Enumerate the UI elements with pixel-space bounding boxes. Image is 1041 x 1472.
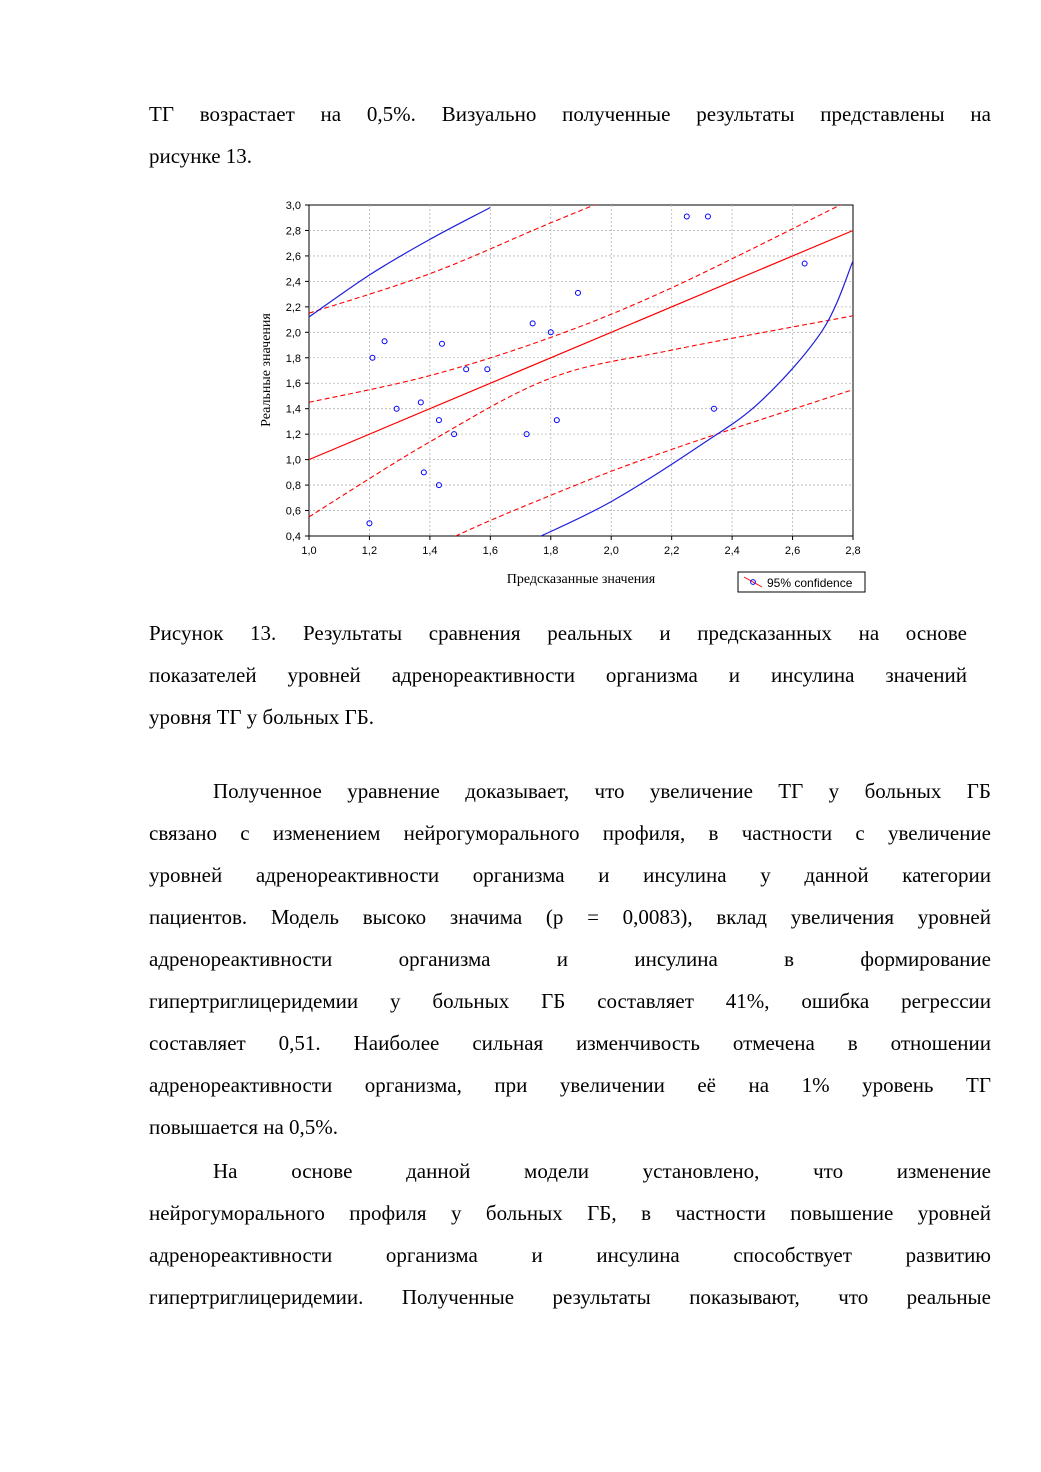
y-tick-label: 2,4 xyxy=(285,276,301,289)
y-tick-label: 3,0 xyxy=(285,200,301,212)
paragraph-line: ТГ возрастает на 0,5%. Визуально полученные результаты представлены на xyxy=(149,102,991,126)
y-tick-label: 2,8 xyxy=(285,225,301,238)
x-tick-label: 2,0 xyxy=(603,545,619,557)
x-tick-label: 1,0 xyxy=(301,545,317,557)
paragraph-line: гипертриглицеридемии у больных ГБ составляет 41%, ошибка регрессии xyxy=(149,989,991,1013)
figure-caption-line: показателей уровней адренореактивности организма и инсулина значений xyxy=(149,663,967,687)
x-axis xyxy=(301,536,860,557)
y-axis xyxy=(286,200,309,543)
y-tick-label: 1,2 xyxy=(285,429,301,442)
paragraph-line: повышается на 0,5%. xyxy=(149,1115,339,1139)
y-tick-label: 2,0 xyxy=(285,327,301,340)
x-tick-label: 2,6 xyxy=(784,545,801,557)
plot-area xyxy=(309,205,853,536)
x-tick-label: 2,2 xyxy=(664,545,680,557)
paragraph-line: уровней адренореактивности организма и инсулина у данной категории xyxy=(149,863,991,887)
y-tick-label: 1,4 xyxy=(285,403,301,416)
x-axis-label: Предсказанные значения xyxy=(506,572,656,587)
paragraph-line: гипертриглицеридемии. Полученные результаты показывают, что реальные xyxy=(149,1285,991,1309)
paragraph-line: связано с изменением нейрогуморального профиля, в частности с увеличение xyxy=(149,821,991,845)
paragraph-line: адренореактивности организма, при увеличении её на 1% уровень ТГ xyxy=(149,1073,991,1097)
y-tick-label: 2,2 xyxy=(285,301,301,314)
figure-caption-line: уровня ТГ у больных ГБ. xyxy=(149,705,375,729)
paragraph-line: рисунке 13. xyxy=(149,144,253,168)
paragraph-line: пациентов. Модель высоко значима (p = 0,0083), вклад увеличения уровней xyxy=(149,905,991,929)
y-axis-label: Реальные значения xyxy=(259,313,274,427)
x-tick-label: 1,2 xyxy=(361,545,378,557)
paragraph-line: адренореактивности организма и инсулина в формирование xyxy=(149,947,991,971)
y-tick-label: 2,6 xyxy=(285,250,301,263)
x-tick-label: 2,8 xyxy=(845,545,861,557)
y-tick-label: 1,8 xyxy=(285,352,301,365)
figure-caption-line: Рисунок 13. Результаты сравнения реальных и предсказанных на основе xyxy=(149,621,967,645)
y-tick-label: 0,8 xyxy=(285,480,301,493)
paragraph-line: составляет 0,51. Наиболее сильная изменчивость отмечена в отношении xyxy=(149,1031,991,1055)
x-tick-label: 1,4 xyxy=(422,545,438,557)
y-tick-label: 1,6 xyxy=(285,378,301,391)
x-tick-label: 1,8 xyxy=(543,545,559,557)
scatter-chart xyxy=(250,192,870,600)
x-tick-label: 2,4 xyxy=(724,545,740,557)
y-tick-label: 0,6 xyxy=(285,505,301,518)
paragraph-line: Полученное уравнение доказывает, что увеличение ТГ у больных ГБ xyxy=(213,779,991,803)
y-tick-label: 0,4 xyxy=(285,531,301,543)
y-tick-label: 1,0 xyxy=(285,454,301,467)
x-tick-label: 1,6 xyxy=(482,545,498,557)
paragraph-line: нейрогуморального профиля у больных ГБ, в частности повышение уровней xyxy=(149,1201,991,1225)
paragraph-line: адренореактивности организма и инсулина способствует развитию xyxy=(149,1243,991,1267)
legend xyxy=(738,572,865,592)
paragraph-line: На основе данной модели установлено, что изменение xyxy=(213,1159,991,1183)
legend-label: 95% confidence xyxy=(767,576,853,590)
